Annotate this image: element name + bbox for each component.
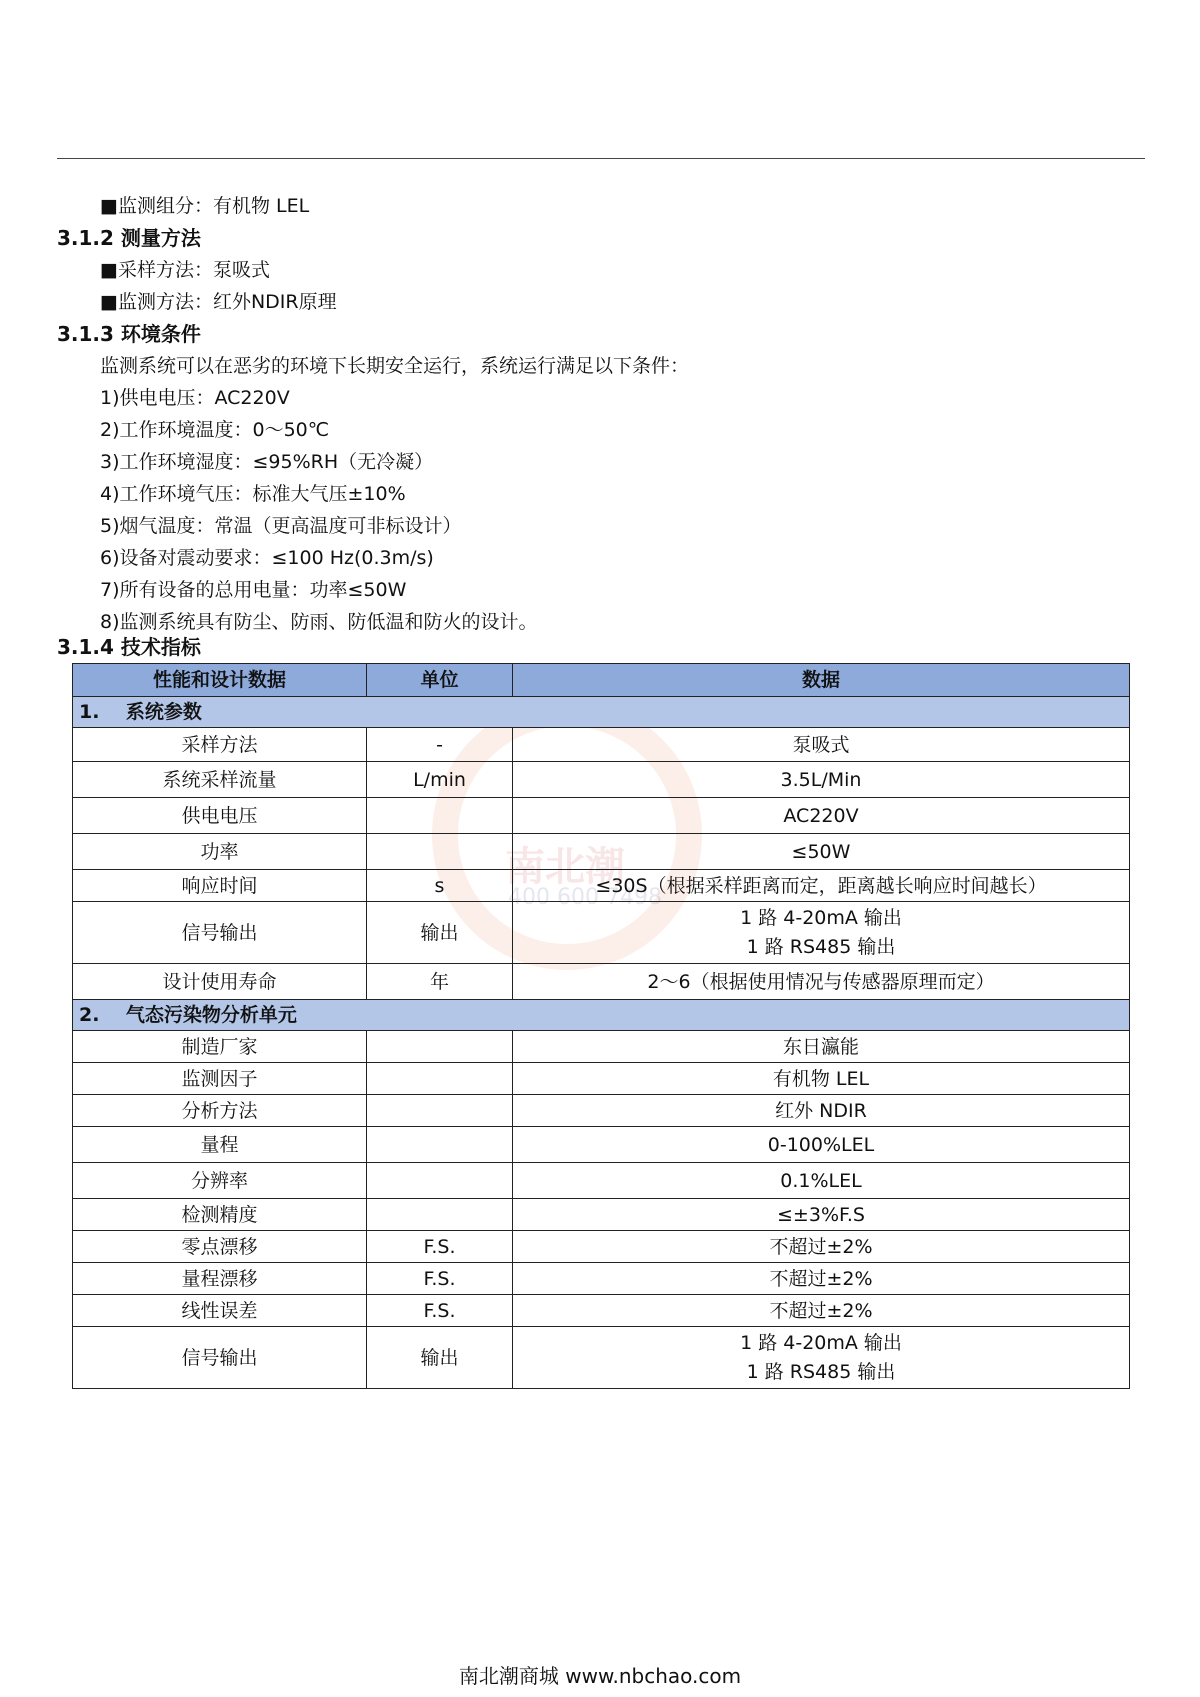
section-row-gas-analyzer <box>73 1000 1130 1031</box>
section-row-label: 1. 系统参数 <box>73 697 1130 728</box>
table-row <box>73 762 1130 798</box>
table-row <box>73 1031 1130 1063</box>
parameter-cell: 信号输出 <box>73 902 367 964</box>
table-row <box>73 1063 1130 1095</box>
table-row <box>73 1263 1130 1295</box>
unit-cell: F.S. <box>367 1263 513 1295</box>
table-row <box>73 964 1130 1000</box>
env-item: 1)供电电压：AC220V <box>100 387 290 409</box>
unit-cell: 输出 <box>367 902 513 964</box>
parameter-cell: 零点漂移 <box>73 1231 367 1263</box>
col-header-parameter: 性能和设计数据 <box>73 664 367 697</box>
value-cell: ≤±3%F.S <box>513 1199 1130 1231</box>
table-row <box>73 728 1130 762</box>
unit-cell <box>367 834 513 870</box>
monitoring-method-line: ■ 监测方法：红外NDIR原理 <box>100 290 337 314</box>
value-cell: 1 路 4-20mA 输出 1 路 RS485 输出 <box>513 1327 1130 1389</box>
col-header-unit: 单位 <box>367 664 513 697</box>
table-row <box>73 870 1130 902</box>
parameter-cell: 功率 <box>73 834 367 870</box>
unit-cell <box>367 1063 513 1095</box>
monitor-component-line: ■ 监测组分：有机物 LEL <box>100 194 309 218</box>
value-cell: 2～6（根据使用情况与传感器原理而定） <box>513 964 1130 1000</box>
parameter-cell: 响应时间 <box>73 870 367 902</box>
value-cell: 不超过±2% <box>513 1295 1130 1327</box>
parameter-cell: 量程 <box>73 1127 367 1163</box>
parameter-cell: 信号输出 <box>73 1327 367 1389</box>
value-cell: 不超过±2% <box>513 1263 1130 1295</box>
unit-cell <box>367 1095 513 1127</box>
unit-cell <box>367 1163 513 1199</box>
sampling-method-line: ■ 采样方法：泵吸式 <box>100 258 270 282</box>
section-row-label: 2. 气态污染物分析单元 <box>73 1000 1130 1031</box>
parameter-cell: 分辨率 <box>73 1163 367 1199</box>
section-312-title: 3.1.2 测量方法 <box>57 226 201 250</box>
value-cell: 东日瀛能 <box>513 1031 1130 1063</box>
spec-table-header-row <box>73 664 1130 697</box>
value-cell: 泵吸式 <box>513 728 1130 762</box>
env-item: 6)设备对震动要求：≤100 Hz(0.3m/s) <box>100 547 434 569</box>
env-intro: 监测系统可以在恶劣的环境下长期安全运行，系统运行满足以下条件： <box>100 355 690 377</box>
value-cell: 不超过±2% <box>513 1231 1130 1263</box>
spec-table <box>72 663 1130 1389</box>
parameter-cell: 量程漂移 <box>73 1263 367 1295</box>
value-cell: 1 路 4-20mA 输出 1 路 RS485 输出 <box>513 902 1130 964</box>
table-row <box>73 1095 1130 1127</box>
header-rule <box>57 158 1145 159</box>
page-footer: 南北潮商城 www.nbchao.com <box>458 1664 742 1688</box>
watermark-logo-text: 南北潮 <box>505 844 625 890</box>
section-314-title: 3.1.4 技术指标 <box>57 635 201 659</box>
parameter-cell: 制造厂家 <box>73 1031 367 1063</box>
table-row <box>73 902 1130 964</box>
unit-cell <box>367 1127 513 1163</box>
value-cell: AC220V <box>513 798 1130 834</box>
col-header-data: 数据 <box>513 664 1130 697</box>
env-item: 4)工作环境气压：标准大气压±10% <box>100 483 406 505</box>
watermark-phone: 400 600 7498 <box>508 885 662 910</box>
value-cell: ≤50W <box>513 834 1130 870</box>
env-item: 3)工作环境湿度：≤95%RH（无冷凝） <box>100 451 434 473</box>
table-row <box>73 1127 1130 1163</box>
unit-cell: - <box>367 728 513 762</box>
unit-cell <box>367 1199 513 1231</box>
parameter-cell: 监测因子 <box>73 1063 367 1095</box>
value-cell: 0.1%LEL <box>513 1163 1130 1199</box>
parameter-cell: 设计使用寿命 <box>73 964 367 1000</box>
parameter-cell: 供电电压 <box>73 798 367 834</box>
unit-cell <box>367 798 513 834</box>
env-item: 7)所有设备的总用电量：功率≤50W <box>100 579 407 601</box>
value-cell: 有机物 LEL <box>513 1063 1130 1095</box>
table-row <box>73 1199 1130 1231</box>
table-row <box>73 1231 1130 1263</box>
unit-cell: 年 <box>367 964 513 1000</box>
unit-cell: F.S. <box>367 1295 513 1327</box>
unit-cell <box>367 1031 513 1063</box>
unit-cell: L/min <box>367 762 513 798</box>
parameter-cell: 采样方法 <box>73 728 367 762</box>
value-cell: 0-100%LEL <box>513 1127 1130 1163</box>
table-row <box>73 798 1130 834</box>
parameter-cell: 检测精度 <box>73 1199 367 1231</box>
parameter-cell: 线性误差 <box>73 1295 367 1327</box>
value-cell: ≤30S（根据采样距离而定，距离越长响应时间越长） <box>513 870 1130 902</box>
env-item: 5)烟气温度：常温（更高温度可非标设计） <box>100 515 462 537</box>
value-cell: 红外 NDIR <box>513 1095 1130 1127</box>
table-row <box>73 1163 1130 1199</box>
parameter-cell: 系统采样流量 <box>73 762 367 798</box>
table-row <box>73 1295 1130 1327</box>
env-item: 8)监测系统具有防尘、防雨、防低温和防火的设计。 <box>100 611 538 633</box>
unit-cell: 输出 <box>367 1327 513 1389</box>
parameter-cell: 分析方法 <box>73 1095 367 1127</box>
value-cell: 3.5L/Min <box>513 762 1130 798</box>
unit-cell: F.S. <box>367 1231 513 1263</box>
env-item: 2)工作环境温度：0～50℃ <box>100 419 330 441</box>
section-row-system-params <box>73 697 1130 728</box>
section-313-title: 3.1.3 环境条件 <box>57 322 201 346</box>
table-row <box>73 1327 1130 1389</box>
table-row <box>73 834 1130 870</box>
unit-cell: s <box>367 870 513 902</box>
